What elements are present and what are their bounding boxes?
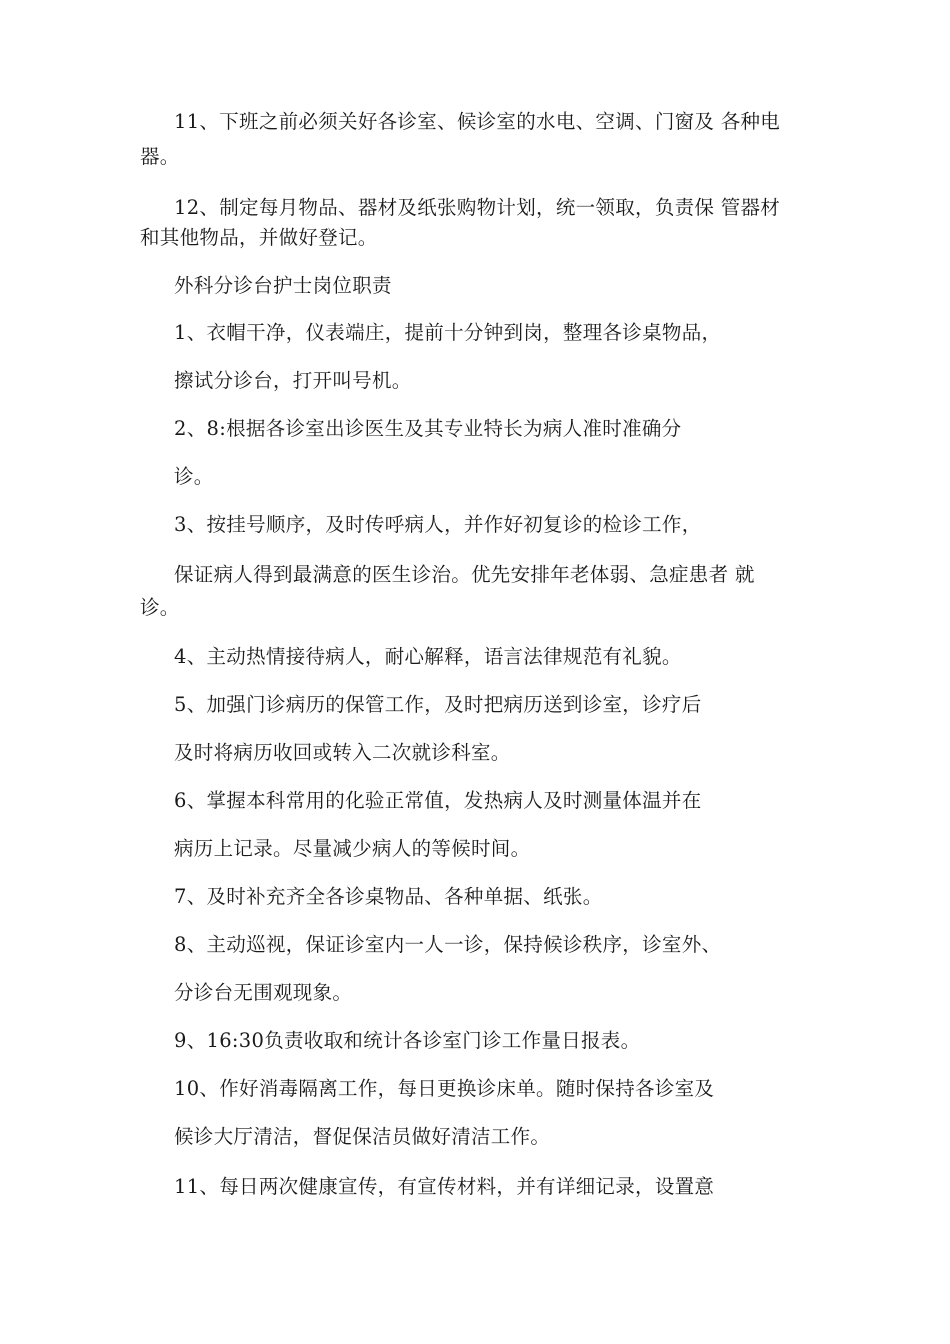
- text-line: 分诊台无围观现象。: [174, 981, 353, 1004]
- text-line: 器。: [140, 145, 180, 168]
- text-line: 10、作好消毒隔离工作，每日更换诊床单。随时保持各诊室及: [174, 1077, 715, 1100]
- text-line: 擦试分诊台，打开叫号机。: [174, 369, 412, 392]
- text-line: 保证病人得到最满意的医生诊治。优先安排年老体弱、急症患者 就: [174, 563, 755, 586]
- text-line: 9、16:30负责收取和统计各诊室门诊工作量日报表。: [174, 1029, 641, 1052]
- text-line: 11、下班之前必须关好各诊室、候诊室的水电、空调、门窗及 各种电: [174, 110, 781, 133]
- text-line: 5、加强门诊病历的保管工作，及时把病历送到诊室，诊疗后: [174, 693, 702, 716]
- text-line: 6、掌握本科常用的化验正常值，发热病人及时测量体温并在: [174, 789, 702, 812]
- text-line: 2、8:根据各诊室出诊医生及其专业特长为病人准时准确分: [174, 417, 682, 440]
- text-line: 3、按挂号顺序，及时传呼病人，并作好初复诊的检诊工作，: [174, 513, 702, 536]
- text-line: 12、制定每月物品、器材及纸张购物计划，统一领取，负责保 管器材: [174, 196, 781, 219]
- text-line: 和其他物品，并做好登记。: [140, 226, 378, 249]
- section-heading: 外科分诊台护士岗位职责: [174, 274, 392, 297]
- text-line: 11、每日两次健康宣传，有宣传材料，并有详细记录，设置意: [174, 1175, 715, 1198]
- text-line: 病历上记录。尽量减少病人的等候时间。: [174, 837, 531, 860]
- text-line: 7、及时补充齐全各诊桌物品、各种单据、纸张。: [174, 885, 603, 908]
- text-line: 诊。: [174, 465, 214, 488]
- text-line: 4、主动热情接待病人，耐心解释，语言法律规范有礼貌。: [174, 645, 682, 668]
- text-line: 及时将病历收回或转入二次就诊科室。: [174, 741, 511, 764]
- text-line: 8、主动巡视，保证诊室内一人一诊，保持候诊秩序，诊室外、: [174, 933, 722, 956]
- text-line: 1、衣帽干净，仪表端庄，提前十分钟到岗，整理各诊桌物品，: [174, 321, 722, 344]
- text-line: 诊。: [140, 596, 180, 619]
- text-line: 候诊大厅清洁，督促保洁员做好清洁工作。: [174, 1125, 551, 1148]
